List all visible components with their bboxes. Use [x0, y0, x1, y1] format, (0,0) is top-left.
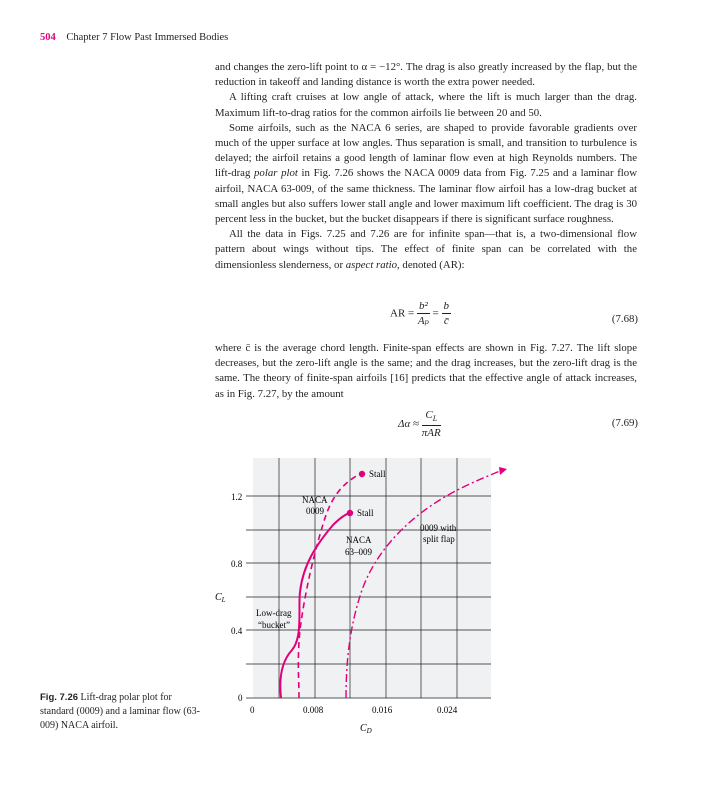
label-stall-63-009: Stall	[357, 508, 374, 518]
y-tick-label: 0	[238, 693, 243, 703]
stall-point-63-009	[347, 510, 353, 516]
eq1-frac-2: $\frac{b}{c̄}$	[443, 300, 450, 327]
y-tick-label: 0.8	[231, 559, 243, 569]
caption-text: Lift-drag polar plot for standard (0009) and a laminar flow (63-009) NACA airfoil.	[40, 692, 200, 731]
x-tick-label: 0.008	[303, 705, 324, 715]
label-bucket-2: “bucket”	[258, 620, 290, 630]
page-number: 504	[40, 32, 56, 43]
paragraph-2: A lifting craft cruises at low angle of attack, where the lift is much larger than the drag. Maximum lift-to-drag ratios for the common airfoils lie between 20 and 50.	[215, 91, 637, 119]
label-naca-0009: NACA	[302, 495, 328, 505]
split-flap-arrowhead	[499, 467, 507, 475]
y-tick-label: 0.4	[231, 626, 243, 636]
figure-caption	[40, 691, 205, 733]
x-axis-label: $C_D$	[360, 723, 372, 735]
plot-background	[253, 458, 491, 698]
eq1-lhs: AR =	[390, 307, 415, 320]
equation-7-68: AR = $\frac{\text{b²}}{\text{Aₚ}}$ = $\frac{b}{c̄}$	[390, 300, 450, 327]
chapter-title: Chapter 7 Flow Past Immersed Bodies	[66, 32, 229, 43]
label-naca-63: NACA	[346, 535, 372, 545]
eq2-frac: $\frac{C_L}{\text{πAR}}$	[421, 409, 441, 440]
label-stall-0009: Stall	[369, 469, 386, 479]
eq1-frac-1: $\frac{\text{b²}}{\text{Aₚ}}$	[417, 300, 429, 327]
x-tick-label: 0.024	[437, 705, 458, 715]
y-tick-label: 1.2	[231, 492, 243, 502]
x-tick-label: 0.016	[372, 705, 393, 715]
x-tick-label: 0	[250, 705, 255, 715]
paragraph-5: where c̄ is the average chord length. Finite-span effects are shown in Fig. 7.27. The lift slope decreases, but the zero-lift angle is the same; and the drag increases, but the zero-lift drag is the same. The theory of finite-span airfoils [16] predicts that the effective angle of attack increases, as in Fig. 7.27, by the amount	[215, 342, 637, 400]
stall-point-0009	[359, 471, 365, 477]
label-bucket: Low-drag	[256, 608, 292, 618]
label-naca-0009-number: 0009	[306, 506, 324, 516]
eq-number-7-68: (7.68)	[611, 313, 638, 325]
paragraph-1: and changes the zero-lift point to α = −12°. The drag is also greatly increased by the flap, but the reduction in takeoff and landing distance is worth the extra power needed.	[215, 61, 637, 89]
paragraph-4: All the data in Figs. 7.25 and 7.26 are for infinite span—that is, a two-dimensional flow pattern about wings without tips. The effect of finite span can be correlated with the dimensionless slenderness, or aspect ratio, denoted (AR):	[215, 228, 637, 271]
y-axis-label: $C_L$	[215, 592, 226, 604]
paragraph-3: Some airfoils, such as the NACA 6 series, are shaped to provide favorable gradients over much of the upper surface at low angles. Thus separation is small, and transition to turbulence is delayed; the airfoil retains a good length of laminar flow even at high Reynolds numbers. The lift-drag polar plot in Fig. 7.26 shows the NACA 0009 data from Fig. 7.25 and a laminar flow airfoil, NACA 63-009, of the same thickness. The laminar flow airfoil has a low-drag bucket at small angles but also suffers lower stall angle and lower maximum lift coefficient. The drag is 30 percent less in the bucket, but the bucket disappears if there is significant surface roughness.	[215, 121, 637, 226]
label-split-flap: 0009 with	[420, 523, 457, 533]
label-split-flap-2: split flap	[423, 534, 455, 544]
label-naca-63-number: 63–009	[345, 547, 372, 557]
eq2-lhs: Δα ≈	[398, 418, 420, 431]
caption-label: Fig. 7.26	[40, 692, 79, 703]
eq-number-7-69: (7.69)	[611, 417, 638, 429]
